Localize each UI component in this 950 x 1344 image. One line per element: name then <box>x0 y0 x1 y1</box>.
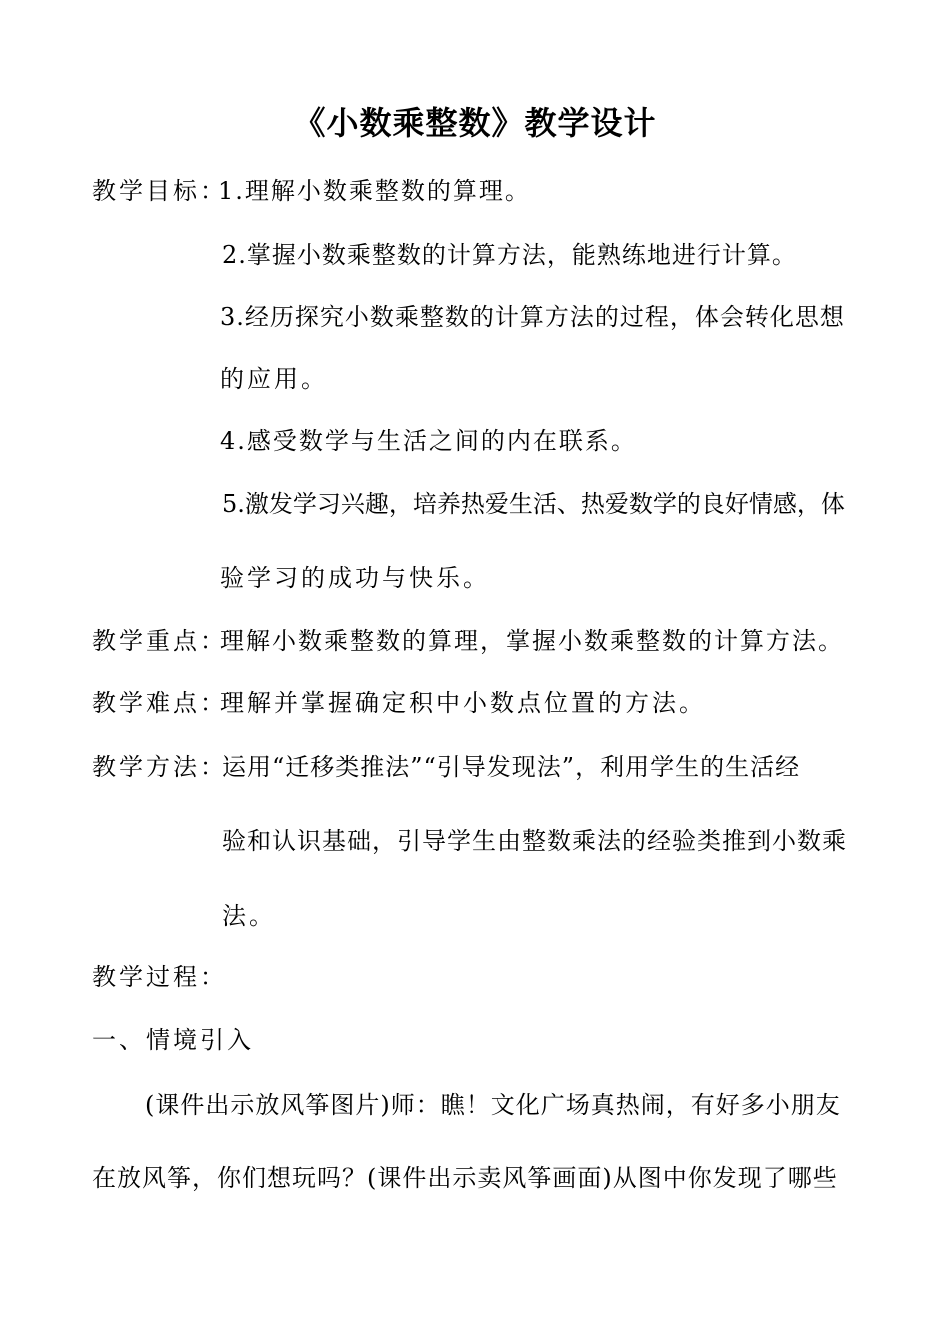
section-1-heading: 一、情境引入 <box>92 1026 254 1054</box>
difficulties-label: 教学难点： <box>92 689 227 717</box>
methods-line-2: 验和认识基础，引导学生由整数乘法的经验类推到小数乘 <box>222 827 847 855</box>
methods-line-1: 运用“迁移类推法”“引导发现法”，利用学生的生活经 <box>222 753 801 781</box>
key-points-text: 理解小数乘整数的算理，掌握小数乘整数的计算方法。 <box>220 627 844 655</box>
objective-item-3-line-1: 3.经历探究小数乘整数的计算方法的过程，体会转化思想 <box>220 303 845 331</box>
document-title: 《小数乘整数》教学设计 <box>293 104 657 142</box>
objective-item-4: 4.感受数学与生活之间的内在联系。 <box>220 427 637 455</box>
key-points-label: 教学重点： <box>92 627 227 655</box>
objective-item-2: 2.掌握小数乘整数的计算方法，能熟练地进行计算。 <box>222 241 797 269</box>
methods-label: 教学方法： <box>92 753 227 781</box>
objective-item-1: 1.理解小数乘整数的算理。 <box>218 177 531 205</box>
methods-line-3: 法。 <box>222 902 276 930</box>
difficulties-text: 理解并掌握确定积中小数点位置的方法。 <box>220 689 706 717</box>
process-label: 教学过程： <box>92 963 227 991</box>
section-1-paragraph-line-2: 在放风筝，你们想玩吗？(课件出示卖风筝画面)从图中你发现了哪些 <box>92 1164 838 1192</box>
objective-item-5-line-1: 5.激发学习兴趣，培养热爱生活、热爱数学的良好情感，体 <box>222 490 845 518</box>
objectives-label: 教学目标： <box>92 177 227 205</box>
section-1-paragraph-line-1: (课件出示放风筝图片)师：瞧！文化广场真热闹，有好多小朋友 <box>145 1091 841 1119</box>
objective-item-5-line-2: 验学习的成功与快乐。 <box>220 564 490 592</box>
objective-item-3-line-2: 的应用。 <box>220 365 328 393</box>
